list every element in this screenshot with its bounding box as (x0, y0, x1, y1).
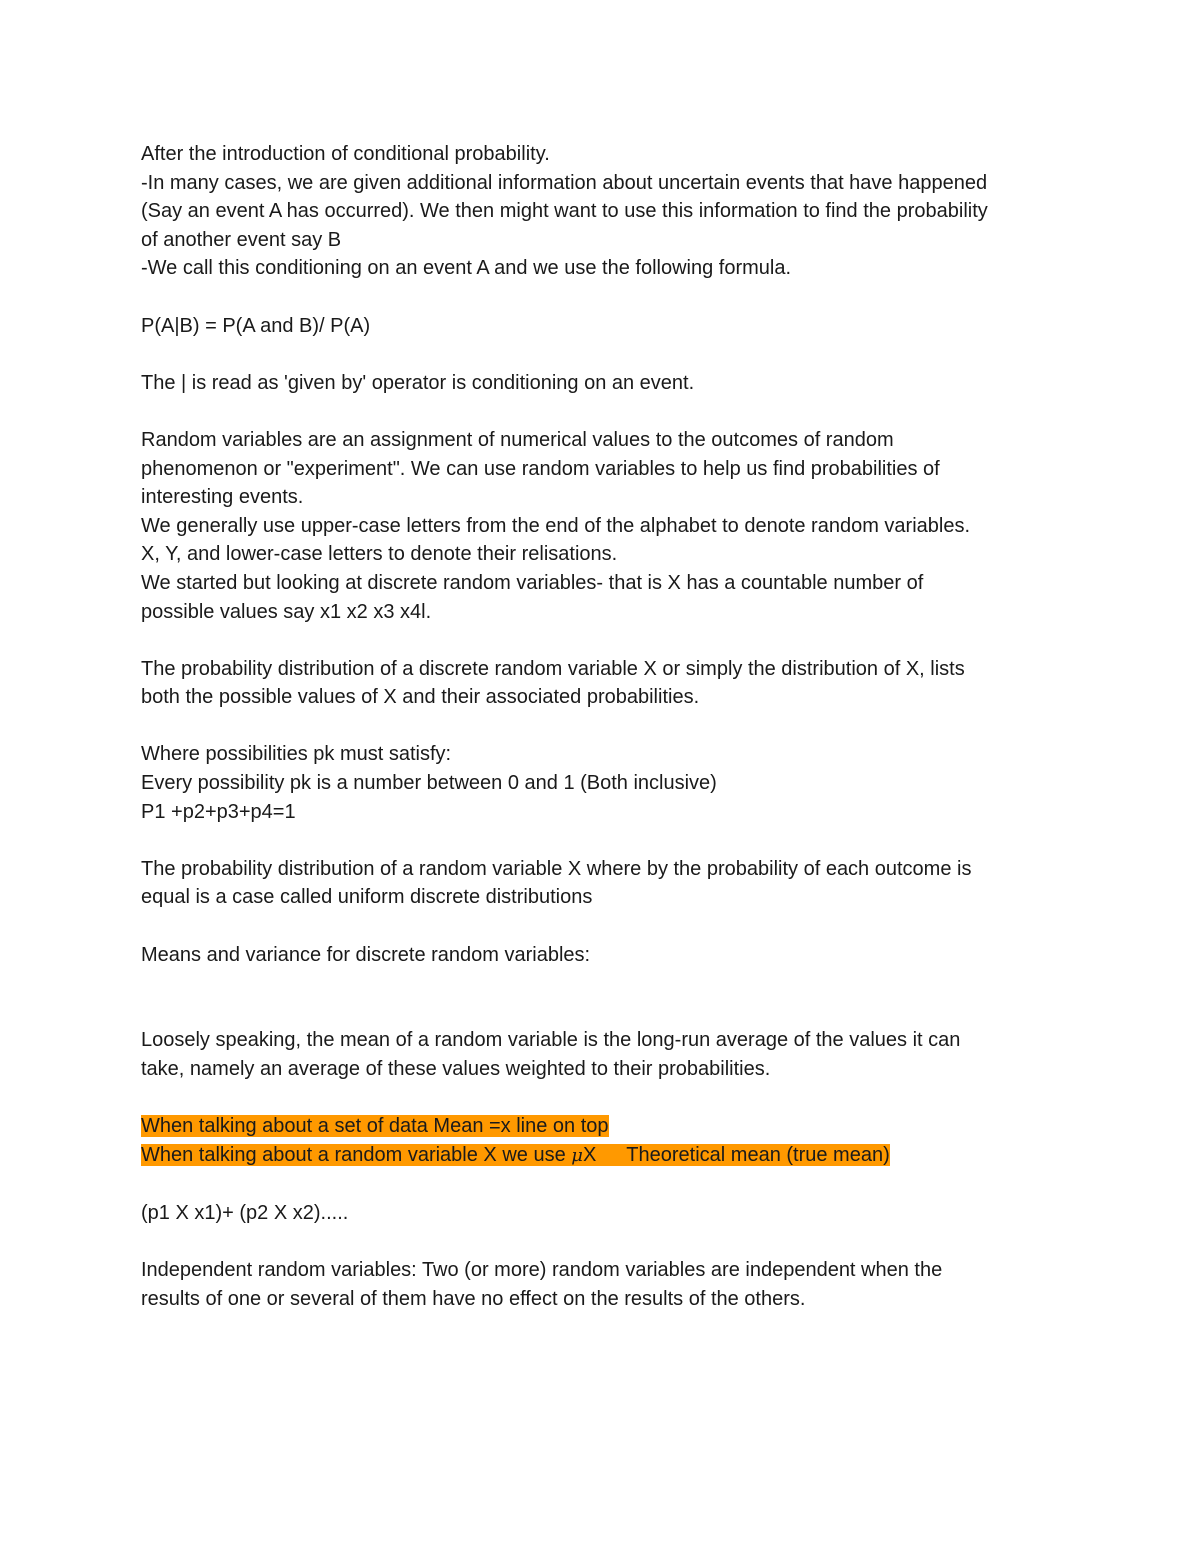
highlighted-text (141, 1144, 890, 1166)
blank-line (141, 826, 1071, 855)
blank-line (141, 340, 1071, 369)
text-line: -We call this conditioning on an event A and we use the following formula. (141, 257, 792, 280)
conditional-formula: P(A|B) = P(A and B)/ P(A) (141, 314, 371, 337)
text-line: X, Y, and lower-case letters to denote their relisations. (141, 543, 618, 566)
paragraph-uniform (141, 855, 1071, 912)
mu-symbol: μ (571, 1144, 583, 1166)
blank-line (141, 1084, 1071, 1113)
blank-line (141, 998, 1071, 1027)
text-line: -In many cases, we are given additional information about uncertain events that have happened (141, 171, 988, 194)
means-heading: Means and variance for discrete random variables: (141, 943, 591, 966)
blank-line (141, 712, 1071, 741)
highlight-line-random-mean (141, 1141, 1071, 1171)
blank-line (141, 1170, 1071, 1199)
text-line: Random variables are an assignment of numerical values to the outcomes of random (141, 428, 894, 451)
text-line: The probability distribution of a discrete random variable X or simply the distribution of X, lists (141, 657, 965, 680)
text-line: Loosely speaking, the mean of a random variable is the long-run average of the values it can (141, 1029, 961, 1052)
text-line: After the introduction of conditional probability. (141, 143, 550, 165)
paragraph-independent (141, 1256, 1071, 1313)
blank-line (141, 283, 1071, 312)
highlight-prefix: When talking about a random variable X we use (141, 1143, 572, 1166)
highlight-suffix: Theoretical mean (true mean) (626, 1143, 890, 1166)
paragraph-possibilities (141, 740, 1071, 826)
blank-line (141, 397, 1071, 426)
document-body (141, 140, 1071, 1313)
text-line: take, namely an average of these values weighted to their probabilities. (141, 1058, 771, 1080)
text-line: Where possibilities pk must satisfy: (141, 743, 452, 766)
paragraph-conditional-intro (141, 140, 1071, 283)
text-line: The probability distribution of a random variable X where by the probability of each outcome is (141, 857, 972, 880)
blank-line (141, 626, 1071, 655)
text-line: phenomenon or "experiment". We can use random variables to help us find probabilities of (141, 457, 940, 480)
paragraph-distribution (141, 655, 1071, 712)
text-line: (Say an event A has occurred). We then might want to use this information to find the probability (141, 200, 988, 223)
blank-line (141, 912, 1071, 941)
given-by-note: The | is read as 'given by' operator is conditioning on an event. (141, 371, 695, 394)
text-line: equal is a case called uniform discrete distributions (141, 886, 593, 909)
text-line: Independent random variables: Two (or more) random variables are independent when the (141, 1259, 943, 1282)
text-line: P1 +p2+p3+p4=1 (141, 800, 296, 823)
paragraph-mean (141, 1026, 1071, 1083)
highlighted-text: When talking about a set of data Mean =x line on top (141, 1115, 609, 1138)
text-line: both the possible values of X and their associated probabilities. (141, 686, 700, 709)
text-line: possible values say x1 x2 x3 x4l. (141, 600, 432, 623)
text-line: interesting events. (141, 486, 304, 509)
text-line: We generally use upper-case letters from the end of the alphabet to denote random variables. (141, 514, 971, 537)
blank-line (141, 969, 1071, 998)
blank-line (141, 1228, 1071, 1257)
expected-value-expression: (p1 X x1)+ (p2 X x2)..... (141, 1201, 349, 1224)
highlight-line-data-mean (141, 1112, 1071, 1141)
paragraph-random-variables (141, 426, 1071, 626)
text-line: Every possibility pk is a number between 0 and 1 (Both inclusive) (141, 772, 717, 795)
text-line: results of one or several of them have no effect on the results of the others. (141, 1287, 806, 1310)
highlight-x: X (582, 1143, 597, 1166)
text-line: We started but looking at discrete random variables- that is X has a countable number of (141, 571, 924, 594)
text-line: of another event say B (141, 228, 342, 251)
